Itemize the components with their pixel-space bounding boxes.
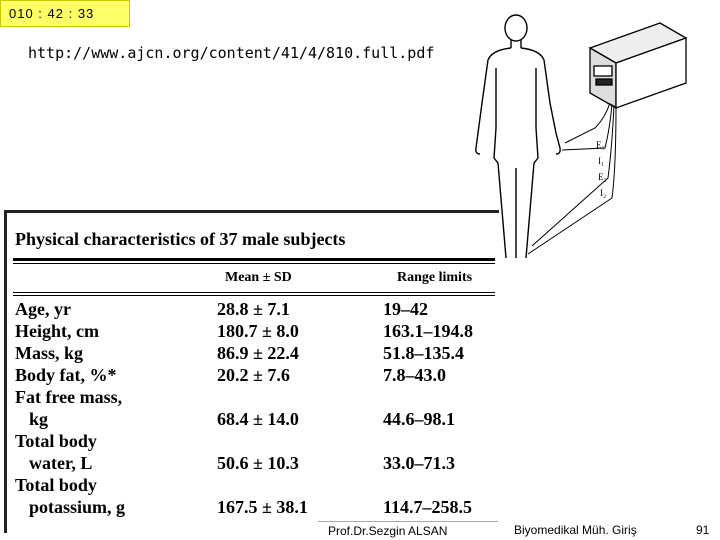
footer-course: Biyomedikal Müh. Giriş <box>514 523 637 537</box>
row-mean-sd: 167.5 ± 38.1 <box>217 497 308 517</box>
row-label: Height, cm <box>15 321 99 341</box>
row-range-limits: 44.6–98.1 <box>383 409 455 429</box>
column-header-mean: Mean ± SD <box>225 270 292 285</box>
lead-label-e1: E₁ <box>596 140 605 150</box>
row-label: potassium, g <box>29 497 126 517</box>
column-header-range: Range limits <box>397 270 473 285</box>
row-range-limits: 33.0–71.3 <box>383 453 455 473</box>
row-mean-sd: 86.9 ± 22.4 <box>217 343 299 363</box>
row-label: water, L <box>29 453 93 473</box>
bioimpedance-illustration <box>470 8 690 258</box>
row-range-limits: 114.7–258.5 <box>383 497 473 517</box>
row-label: kg <box>29 409 49 429</box>
row-label: Age, yr <box>15 299 71 319</box>
row-mean-sd: 50.6 ± 10.3 <box>217 453 299 473</box>
row-range-limits: 51.8–135.4 <box>383 343 464 363</box>
row-mean-sd: 28.8 ± 7.1 <box>217 299 290 319</box>
row-label: Mass, kg <box>15 343 84 363</box>
top-rule-thin <box>13 263 495 264</box>
row-label: Body fat, %* <box>15 365 117 385</box>
header-rule <box>13 292 495 293</box>
row-label: Total body <box>15 475 97 495</box>
clock-display: 010 : 42 : 33 <box>0 0 130 27</box>
row-range-limits: 163.1–194.8 <box>383 321 473 341</box>
lead-label-i1: I₁ <box>598 156 605 166</box>
row-label: Total body <box>15 431 97 451</box>
lead-label-e2: E₂ <box>598 172 607 182</box>
footer-author: Prof.Dr.Sezgin ALSAN <box>318 521 498 540</box>
row-label: Fat free mass, <box>15 387 123 407</box>
row-range-limits: 19–42 <box>383 299 428 319</box>
lead-label-i2: I₂ <box>600 188 607 198</box>
source-url: http://www.ajcn.org/content/41/4/810.full.pdf <box>28 44 435 62</box>
row-mean-sd: 68.4 ± 14.0 <box>217 409 299 429</box>
footer-page-number: 91 <box>696 523 710 537</box>
top-rule <box>13 258 495 261</box>
row-mean-sd: 180.7 ± 8.0 <box>217 321 299 341</box>
physical-characteristics-table <box>4 210 499 533</box>
header-rule-thin <box>13 295 495 296</box>
table-title: Physical characteristics of 37 male subjects <box>15 229 346 249</box>
row-mean-sd: 20.2 ± 7.6 <box>217 365 290 385</box>
row-range-limits: 7.8–43.0 <box>383 365 446 385</box>
